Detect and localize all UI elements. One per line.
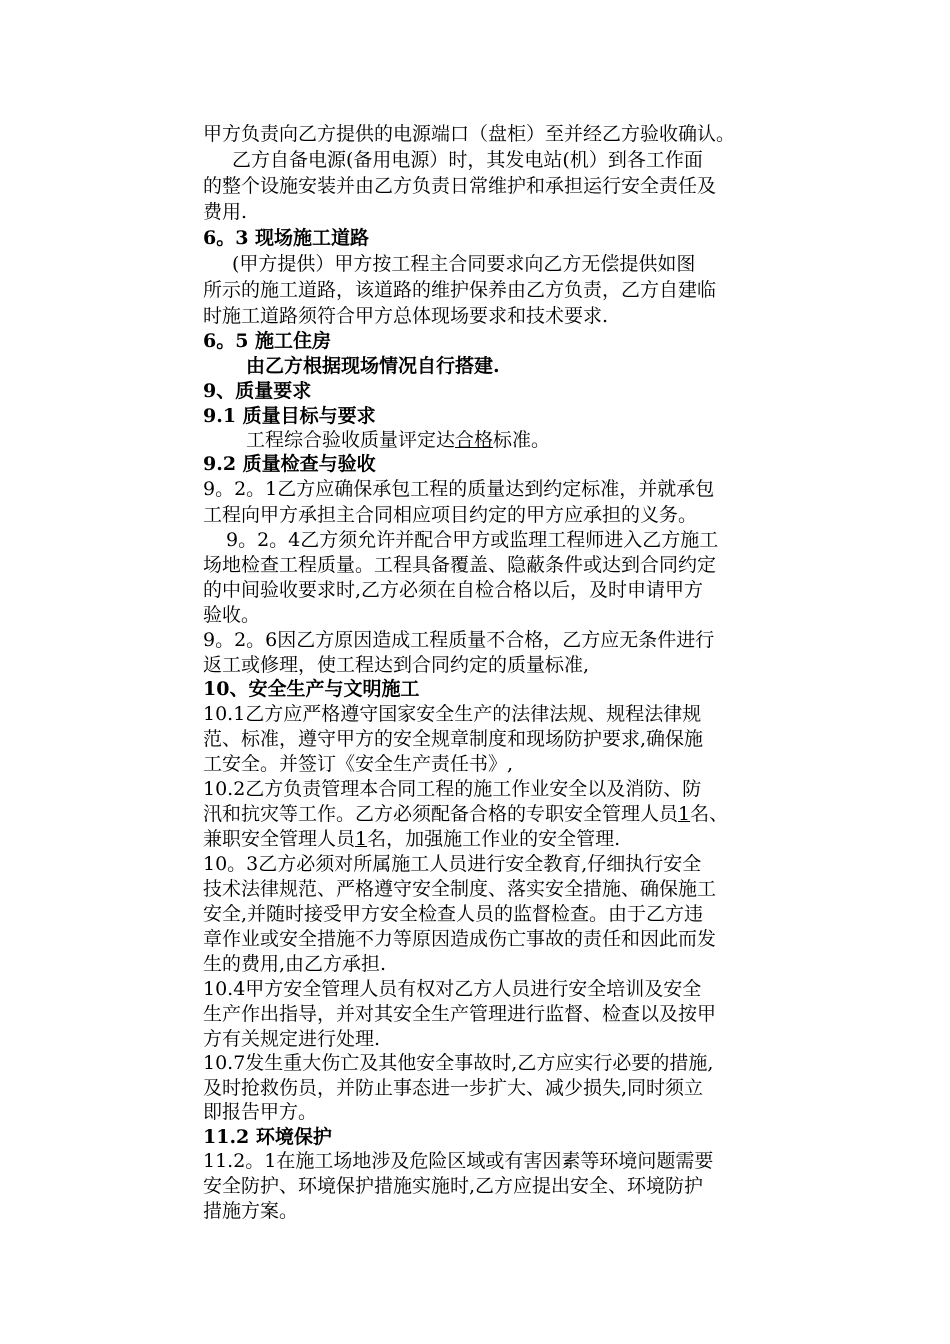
text-line: 甲方负责向乙方提供的电源端口（盘柜）至并经乙方验收确认。 (203, 123, 736, 145)
text-line: 生的费用,由乙方承担. (203, 953, 387, 975)
text-line: 验收。 (203, 604, 261, 626)
text-line: 措施方案。 (203, 1200, 299, 1222)
safety-staff-text: 汛和抗灾等工作。乙方必须配备合格的专职安全管理人员 (203, 803, 679, 825)
text-line: 工安全。并签订《安全生产责任书》, (203, 753, 514, 775)
text-line: (甲方提供）甲方按工程主合同要求向乙方无偿提供如图 (232, 253, 696, 275)
section-heading: 6。5 施工住房 (203, 330, 332, 352)
text-line: 场地检查工程质量。工程具备覆盖、隐蔽条件或达到合同约定 (203, 554, 717, 576)
parttime-staff-line (203, 826, 823, 852)
quality-prefix: 工程综合验收质量评定达 (246, 429, 456, 451)
text-line: 9。2。6因乙方原因造成工程质量不合格，乙方应无条件进行 (203, 629, 715, 651)
text-line: 10.4甲方安全管理人员有权对乙方人员进行安全培训及安全 (203, 978, 702, 1000)
section-heading: 6。3 现场施工道路 (203, 227, 370, 249)
section-heading: 9.1 质量目标与要求 (203, 405, 376, 427)
text-line: 及时抢救伤员，并防止事态进一步扩大、减少损失,同时须立 (203, 1077, 704, 1099)
quality-standard-line (246, 427, 866, 453)
text-line: 方有关规定进行处理. (203, 1028, 381, 1050)
text-line: 乙方自备电源(备用电源）时，其发电站(机）到各工作面 (232, 149, 703, 171)
parttime-staff-count: 1 (355, 828, 368, 850)
text-line: 章作业或安全措施不力等原因造成伤亡事故的责任和因此而发 (203, 928, 717, 950)
parttime-staff-suffix: 名，加强施工作业的安全管理. (367, 828, 621, 850)
text-line: 时施工道路须符合甲方总体现场要求和技术要求. (203, 305, 609, 327)
text-line: 返工或修理，使工程达到合同约定的质量标准, (203, 654, 590, 676)
text-line: 的整个设施安装并由乙方负责日常维护和承担运行安全责任及 (203, 175, 717, 197)
section-heading: 9.2 质量检查与验收 (203, 453, 376, 475)
text-line: 范、标准，遵守甲方的安全规章制度和现场防护要求,确保施 (203, 728, 704, 750)
text-line: 技术法律规范、严格遵守安全制度、落实安全措施、确保施工 (203, 878, 717, 900)
text-line: 安全防护、环境保护措施实施时,乙方应提出安全、环境防护 (203, 1175, 704, 1197)
section-heading: 11.2 环境保护 (203, 1126, 332, 1148)
parttime-staff-text: 兼职安全管理人员 (203, 828, 356, 850)
quality-grade: 合格 (455, 429, 494, 451)
text-line: 生产作出指导，并对其安全生产管理进行监督、检查以及按甲 (203, 1003, 717, 1025)
quality-suffix: 标准。 (493, 429, 551, 451)
text-line: 费用. (203, 201, 248, 223)
text-line: 所示的施工道路，该道路的维护保养由乙方负责，乙方自建临 (203, 279, 717, 301)
text-line: 由乙方根据现场情况自行搭建. (246, 355, 500, 377)
safety-staff-line (203, 801, 823, 827)
text-line: 10.2乙方负责管理本合同工程的施工作业安全以及消防、防 (203, 778, 702, 800)
text-line: 10.7发生重大伤亡及其他安全事故时,乙方应实行必要的措施, (203, 1052, 714, 1074)
section-heading: 9、质量要求 (203, 380, 312, 402)
text-line: 工程向甲方承担主合同相应项目约定的甲方应承担的义务。 (203, 504, 698, 526)
text-line: 9。2。1乙方应确保承包工程的质量达到约定标准，并就承包 (203, 478, 715, 500)
fulltime-staff-suffix: 名、 (690, 803, 729, 825)
text-line: 10.1乙方应严格遵守国家安全生产的法律法规、规程法律规 (203, 703, 702, 725)
text-line: 的中间验收要求时,乙方必须在自检合格以后，及时申请甲方 (203, 579, 704, 601)
section-heading: 10、安全生产与文明施工 (203, 678, 420, 700)
fulltime-staff-count: 1 (678, 803, 691, 825)
text-line: 安全,并随时接受甲方安全检查人员的监督检查。由于乙方违 (203, 903, 704, 925)
text-line: 即报告甲方。 (203, 1101, 318, 1123)
text-line: 10。3乙方必须对所属施工人员进行安全教育,仔细执行安全 (203, 853, 702, 875)
text-line: 9。2。4乙方须允许并配合甲方或监理工程师进入乙方施工 (226, 529, 719, 551)
text-line: 11.2。1在施工场地涉及危险区域或有害因素等环境问题需要 (203, 1150, 714, 1172)
